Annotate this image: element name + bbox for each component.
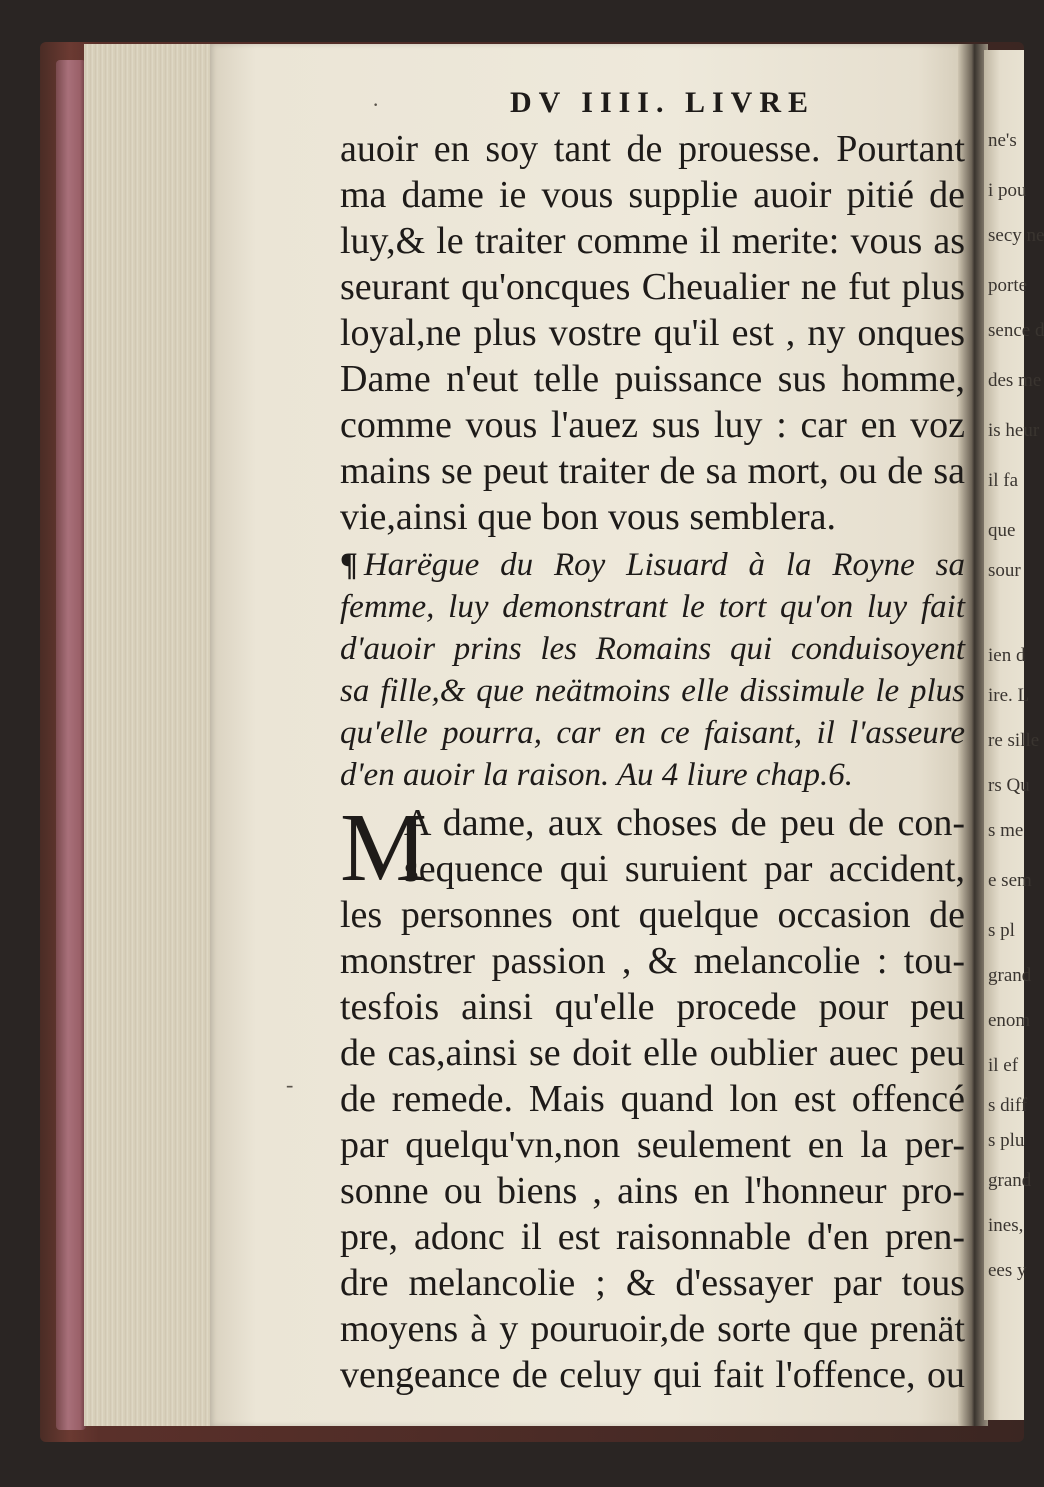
facing-fragment: s plu <box>988 1130 1025 1151</box>
text-line: pre, adonc il est raisonnable d'en pren- <box>340 1216 965 1258</box>
facing-fragment: que <box>988 520 1016 541</box>
text-line: vengeance de celuy qui fait l'offence, ou <box>340 1354 965 1396</box>
facing-fragment: des me <box>988 370 1042 391</box>
facing-fragment: enom <box>988 1010 1031 1031</box>
facing-fragment: e sem <box>988 870 1032 891</box>
text-line: sequence qui suruient par accident, <box>404 848 965 890</box>
facing-fragment: ire. L <box>988 685 1030 706</box>
text-line: seurant qu'oncques Cheualier ne fut plus <box>340 266 965 308</box>
heading-text: Harëgue du Roy Lisuard à la Royne sa <box>363 547 965 583</box>
facing-fragment: rs Qu <box>988 775 1030 796</box>
facing-fragment: grand <box>988 1170 1032 1191</box>
text-line: loyal,ne plus vostre qu'il est , ny onques <box>340 312 965 354</box>
page-stack <box>84 44 225 1426</box>
section-end <box>340 126 965 540</box>
text-line: par quelqu'vn,non seulement en la per- <box>340 1124 965 1166</box>
heading-line: qu'elle pourra, car en ce faisant, il l'asseure <box>340 715 965 751</box>
text-line: luy,& le traiter comme il merite: vous as <box>340 220 965 262</box>
page-mark: · <box>372 92 380 117</box>
text-line: les personnes ont quelque occasion de <box>340 894 965 936</box>
text-line: Dame n'eut telle puissance sus homme, <box>340 358 965 400</box>
text-line: mains se peut traiter de sa mort, ou de sa <box>340 450 965 492</box>
facing-fragment: sour <box>988 560 1021 581</box>
text-line: de cas,ainsi se doit elle oublier auec peu <box>340 1032 965 1074</box>
text-line: monstrer passion , & melancolie : tou- <box>340 940 965 982</box>
page-text <box>340 80 965 1398</box>
heading-line: femme, luy demonstrant le tort qu'on luy fait <box>340 589 965 625</box>
text-line: auoir en soy tant de prouesse. Pourtant <box>340 128 965 170</box>
heading-line: sa fille,& que neätmoins elle dissimule le plus <box>340 673 965 709</box>
chapter-heading <box>340 544 965 796</box>
facing-fragment: i pou <box>988 180 1027 201</box>
text-line: vie,ainsi que bon vous semblera. <box>340 496 837 538</box>
body-paragraph <box>340 794 965 1398</box>
text-line: tesfois ainsi qu'elle procede pour peu <box>340 986 965 1028</box>
facing-fragment: s pl <box>988 920 1015 941</box>
dropcap: M <box>340 794 428 902</box>
text-line: ma dame ie vous supplie auoir pitié de <box>340 174 965 216</box>
heading-line: d'en auoir la raison. Au 4 liure chap.6. <box>340 757 854 793</box>
running-head: DV IIII. LIVRE <box>509 86 815 119</box>
facing-fragment: il ef <box>988 1055 1019 1076</box>
text-line: moyens à y pouruoir,de sorte que prenät <box>340 1308 965 1350</box>
facing-fragment: ne's <box>988 130 1017 151</box>
dropcap-block <box>340 794 965 902</box>
facing-fragment: s me <box>988 820 1024 841</box>
pilcrow: ¶ <box>340 547 358 583</box>
facing-fragment: porte <box>988 275 1028 296</box>
text-line: A dame, aux choses de peu de con- <box>404 802 965 844</box>
facing-fragment: re sille <box>988 730 1040 751</box>
facing-fragment: is heur <box>988 420 1040 441</box>
facing-fragment: sence d <box>988 320 1044 341</box>
facing-fragment: secy ne <box>988 225 1044 246</box>
text-line: de remede. Mais quand lon est offencé <box>340 1078 965 1120</box>
heading-line: d'auoir prins les Romains qui conduisoyent <box>340 631 965 667</box>
text-line: dre melancolie ; & d'essayer par tous <box>340 1262 965 1304</box>
facing-fragment: ees y <box>988 1260 1027 1281</box>
heading-line <box>340 544 965 586</box>
facing-fragment: il fa <box>988 470 1019 491</box>
facing-page <box>984 50 1044 1420</box>
text-line: comme vous l'auez sus luy : car en voz <box>340 404 965 446</box>
book-edge <box>56 60 86 1430</box>
page-mark: - <box>286 1072 294 1097</box>
facing-fragment: grand <box>988 965 1032 986</box>
facing-fragment: s diff <box>988 1095 1028 1116</box>
facing-fragment: ien d <box>988 645 1026 666</box>
text-line: sonne ou biens , ains en l'honneur pro- <box>340 1170 965 1212</box>
facing-fragment: ines, <box>988 1215 1024 1236</box>
